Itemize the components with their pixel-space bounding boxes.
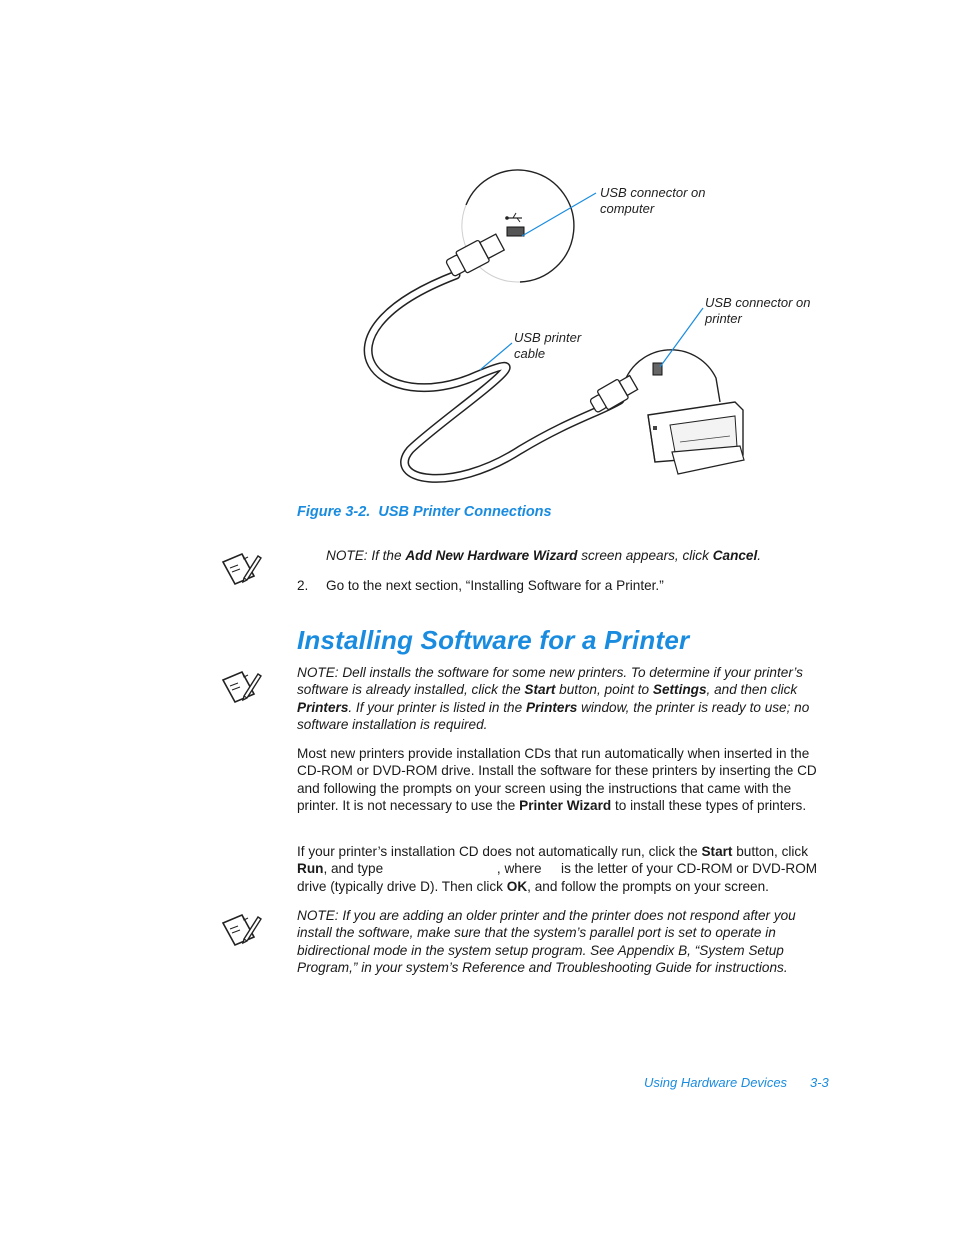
usb-cable [368, 275, 620, 478]
note-pencil-icon [220, 666, 264, 704]
printer-illustration [648, 402, 744, 474]
figure-caption: Figure 3-2. USB Printer Connections [297, 504, 552, 520]
note-dell-installs: NOTE: Dell installs the software for some new printers. To determine if your printer’s software is already installed, click the Start button, point to Settings, and then click Printers. If your printer is listed in the Printers window, the printer is ready to use; no software installation is required. [297, 665, 810, 732]
note-older-printer: NOTE: If you are adding an older printer and the printer does not respond after you install the software, make sure that the system’s parallel port is set to operate in bidirectional mode in the system setup program. See Appendix B, “System Setup Program,” in your system’s Reference and Troubleshooting Guide for instructions. [297, 908, 796, 975]
callout-line-printer [660, 308, 703, 367]
section-heading: Installing Software for a Printer [297, 625, 690, 655]
label-usb-printer-cable: USB printer cable [514, 330, 582, 361]
note-pencil-icon [220, 548, 264, 586]
step-number: 2. [297, 578, 309, 593]
usb-symbol-icon [505, 213, 522, 222]
usb-printer-figure [0, 0, 954, 500]
paragraph-run-setup: If your printer’s installation CD does not automatically run, click the Start button, click Run, and type , where is the letter of your CD-ROM or DVD-ROM drive (typically drive D). Then click OK, and follow the prompts on your screen. [297, 844, 818, 894]
footer-page-number: 3-3 [810, 1075, 829, 1090]
computer-usb-port [507, 227, 524, 236]
callout-line-computer [522, 193, 596, 236]
printer-zoom-circle [626, 350, 720, 402]
usb-a-plug [444, 231, 506, 279]
label-usb-connector-printer: USB connector on printer [705, 295, 811, 326]
usb-b-plug [587, 373, 639, 416]
note-pencil-icon [220, 909, 264, 947]
label-usb-connector-computer: USB connector on computer [600, 185, 706, 216]
paragraph-installation-cds: Most new printers provide installation CDs that run automatically when inserted in the CD-ROM or DVD-ROM drive. Install the software for these printers by inserting the CD and following the prompts on your screen using the instructions that came with the printer. It is not necessary to use the Printer Wizard to install these types of printers. [297, 746, 817, 813]
footer-section-title: Using Hardware Devices [644, 1075, 788, 1090]
printer-usb-port [653, 363, 662, 375]
note-add-hardware: NOTE: If the Add New Hardware Wizard screen appears, click Cancel. [326, 548, 762, 563]
step-text: Go to the next section, “Installing Software for a Printer.” [326, 578, 664, 593]
